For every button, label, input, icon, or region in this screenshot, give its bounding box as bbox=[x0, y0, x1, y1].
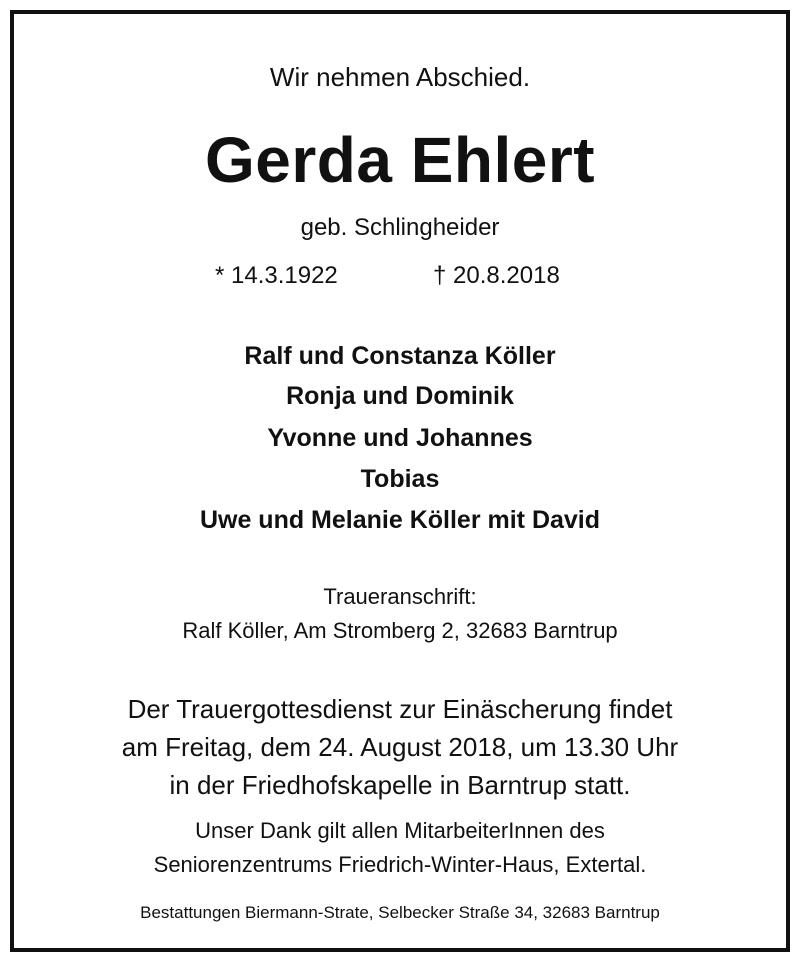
intro-text: Wir nehmen Abschied. bbox=[269, 62, 531, 92]
life-dates bbox=[0, 264, 800, 292]
mourner-line: Ronja und Dominik bbox=[286, 382, 514, 410]
birth-date: * 14.3.1922 bbox=[215, 262, 338, 289]
service-info-line: am Freitag, dem 24. August 2018, um 13.30 Uhr bbox=[121, 732, 679, 762]
mourner-line: Yvonne und Johannes bbox=[267, 424, 533, 452]
service-info-line: in der Friedhofskapelle in Barntrup statt. bbox=[169, 770, 631, 800]
funeral-home-footer: Bestattungen Biermann-Strate, Selbecker Straße 34, 32683 Barntrup bbox=[140, 903, 660, 922]
birth-name: geb. Schlingheider bbox=[300, 214, 500, 241]
death-date: † 20.8.2018 bbox=[433, 262, 560, 289]
thanks-line: Seniorenzentrums Friedrich-Winter-Haus, Extertal. bbox=[153, 852, 647, 877]
mourner-line: Tobias bbox=[360, 465, 440, 493]
thanks-line: Unser Dank gilt allen MitarbeiterInnen des bbox=[195, 818, 605, 843]
mourner-line: Ralf und Constanza Köller bbox=[244, 342, 556, 370]
address-label: Traueranschrift: bbox=[323, 584, 477, 609]
mourning-address: Ralf Köller, Am Stromberg 2, 32683 Barntrup bbox=[182, 618, 618, 643]
service-info-line: Der Trauergottesdienst zur Einäscherung findet bbox=[127, 694, 673, 724]
deceased-name: Gerda Ehlert bbox=[204, 124, 596, 196]
mourner-line: Uwe und Melanie Köller mit David bbox=[199, 506, 601, 534]
